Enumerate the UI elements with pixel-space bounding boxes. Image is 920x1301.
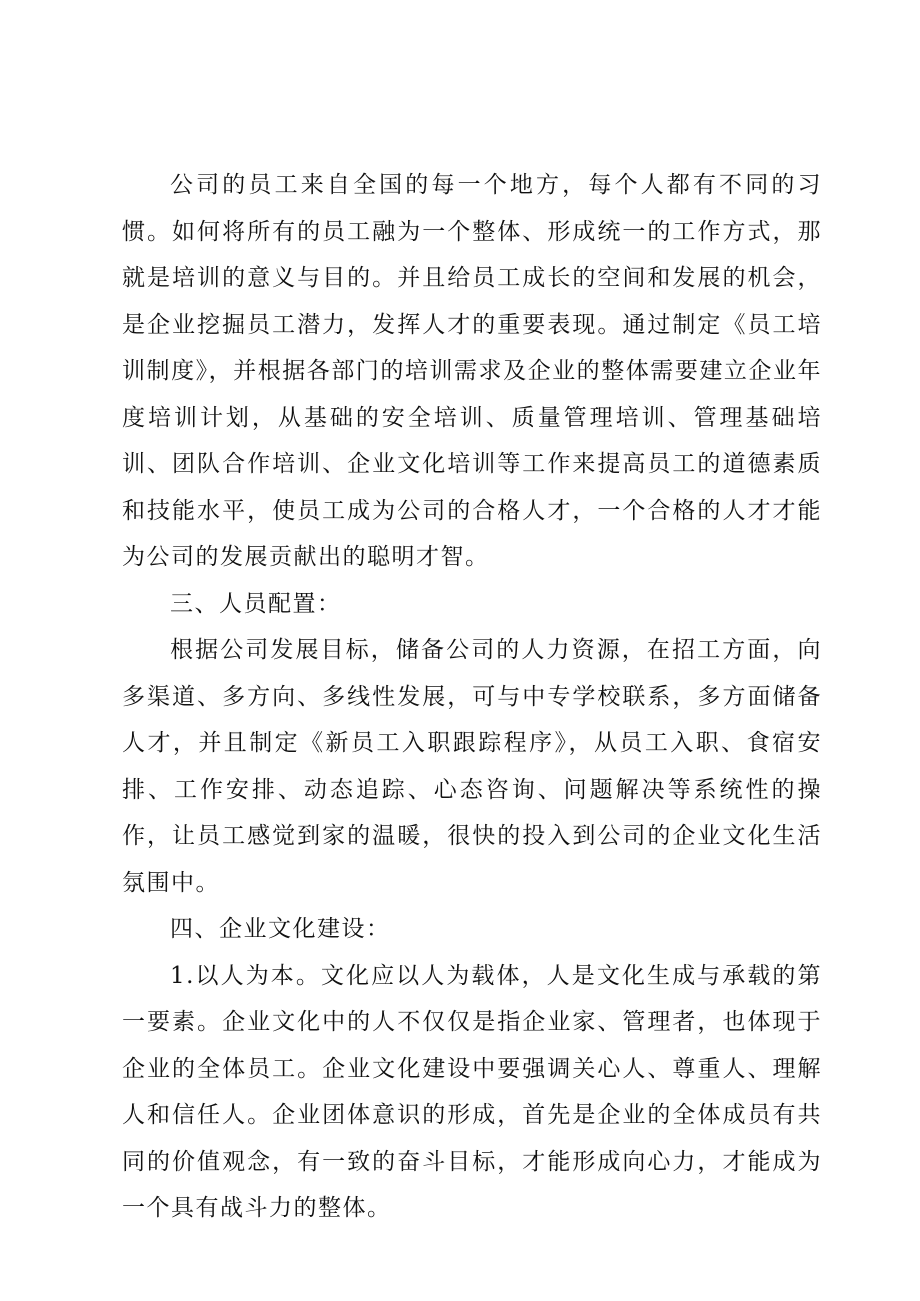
heading-staffing: 三、人员配置： xyxy=(170,590,342,617)
document-body xyxy=(122,162,822,1232)
paragraph-people-oriented: 1.以人为本。文化应以人为载体，人是文化生成与承载的第一要素。企业文化中的人不仅仅是指企业家、管理者，也体现于企业的全体员工。企业文化建设中要强调关心人、尊重人、理解人和信任人。企业团体意识的形成，首先是企业的全体成员有共同的价值观念，有一致的奋斗目标，才能形成向心力，才能成为一个具有战斗力的整体。 xyxy=(122,962,822,1221)
paragraph-staffing: 根据公司发展目标，储备公司的人力资源，在招工方面，向多渠道、多方向、多线性发展，可与中专学校联系，多方面储备人才，并且制定《新员工入职跟踪程序》，从员工入职、食宿安排、工作安排、动态追踪、心态咨询、问题解决等系统性的操作，让员工感觉到家的温暖，很快的投入到公司的企业文化生活氛围中。 xyxy=(122,637,822,896)
paragraph-training: 公司的员工来自全国的每一个地方，每个人都有不同的习惯。如何将所有的员工融为一个整体、形成统一的工作方式，那就是培训的意义与目的。并且给员工成长的空间和发展的机会，是企业挖掘员工潜力，发挥人才的重要表现。通过制定《员工培训制度》，并根据各部门的培训需求及企业的整体需要建立企业年度培训计划，从基础的安全培训、质量管理培训、管理基础培训、团队合作培训、企业文化培训等工作来提高员工的道德素质和技能水平，使员工成为公司的合格人才，一个合格的人才才能为公司的发展贡献出的聪明才智。 xyxy=(122,172,822,570)
heading-culture: 四、企业文化建设： xyxy=(170,916,391,942)
